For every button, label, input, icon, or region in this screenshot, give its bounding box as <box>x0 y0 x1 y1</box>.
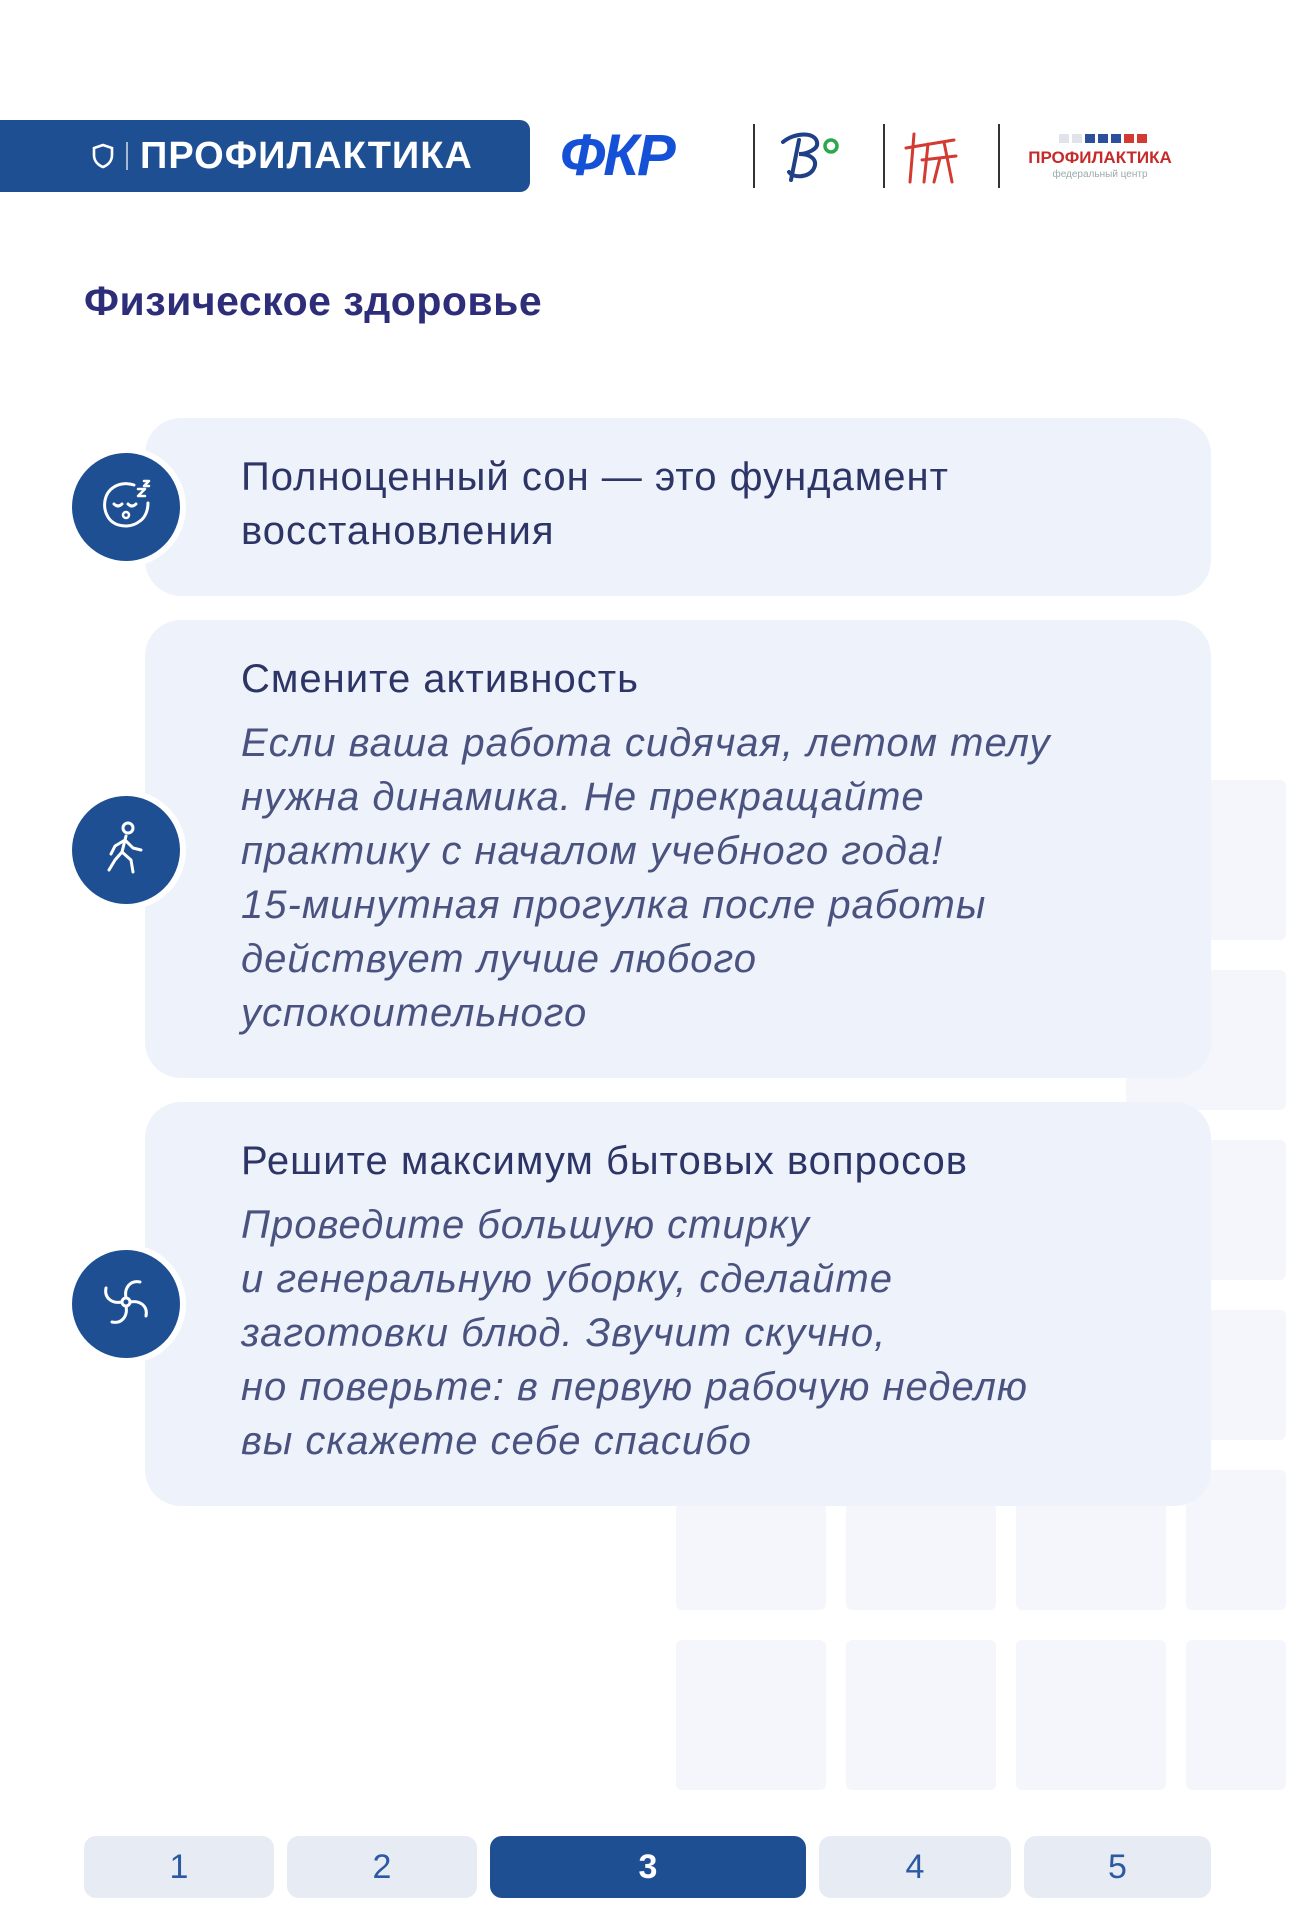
profilaktika-logo <box>1015 130 1185 180</box>
logo-divider <box>998 124 1000 188</box>
swirl-icon <box>98 1274 154 1335</box>
page-button-5[interactable]: 5 <box>1024 1836 1211 1898</box>
page-button-4[interactable]: 4 <box>819 1836 1011 1898</box>
page-title: Физическое здоровье <box>84 278 543 324</box>
profilaktika-logo-subtitle: федеральный центр <box>1052 169 1148 180</box>
logo-divider <box>883 124 885 188</box>
page-button-2[interactable]: 2 <box>287 1836 477 1898</box>
tip-card-activity <box>145 620 1211 1078</box>
logo-divider <box>753 124 755 188</box>
section-badge <box>0 120 530 192</box>
chair-logo <box>900 126 962 186</box>
badge-divider <box>126 142 128 170</box>
fkr-logo: ФКР <box>560 123 674 188</box>
tip-card-household <box>145 1102 1211 1506</box>
tip-card-heading: Полноценный сон — это фундамент восстановления <box>241 455 949 553</box>
page-button-1[interactable]: 1 <box>84 1836 274 1898</box>
flag-bars <box>1059 134 1147 143</box>
sleep-face-icon <box>98 477 154 538</box>
tip-card-heading: Смените активность <box>241 657 639 701</box>
running-person-icon <box>101 820 151 881</box>
shield-icon <box>88 141 118 171</box>
page-button-3-active[interactable]: 3 <box>490 1836 806 1898</box>
icon-badge <box>66 447 186 567</box>
partner-b-logo <box>775 124 845 188</box>
badge-label: ПРОФИЛАКТИКА <box>140 134 473 177</box>
tip-card-body: Если ваша работа сидячая, летом телу нужна динамика. Не прекращайте практику с началом учебного года! 15-минутная прогулка после работы действует лучше любого успокоительного <box>241 721 1051 1035</box>
pagination <box>84 1836 1211 1898</box>
profilaktika-logo-text: ПРОФИЛАКТИКА <box>1028 148 1172 167</box>
icon-badge <box>66 790 186 910</box>
tip-card-sleep <box>145 418 1211 596</box>
tip-card-heading: Решите максимум бытовых вопросов <box>241 1139 969 1183</box>
tip-card-body: Проведите большую стирку и генеральную уборку, сделайте заготовки блюд. Звучит скучно, но поверьте: в первую рабочую неделю вы скажете себе спасибо <box>241 1203 1028 1463</box>
icon-badge <box>66 1244 186 1364</box>
